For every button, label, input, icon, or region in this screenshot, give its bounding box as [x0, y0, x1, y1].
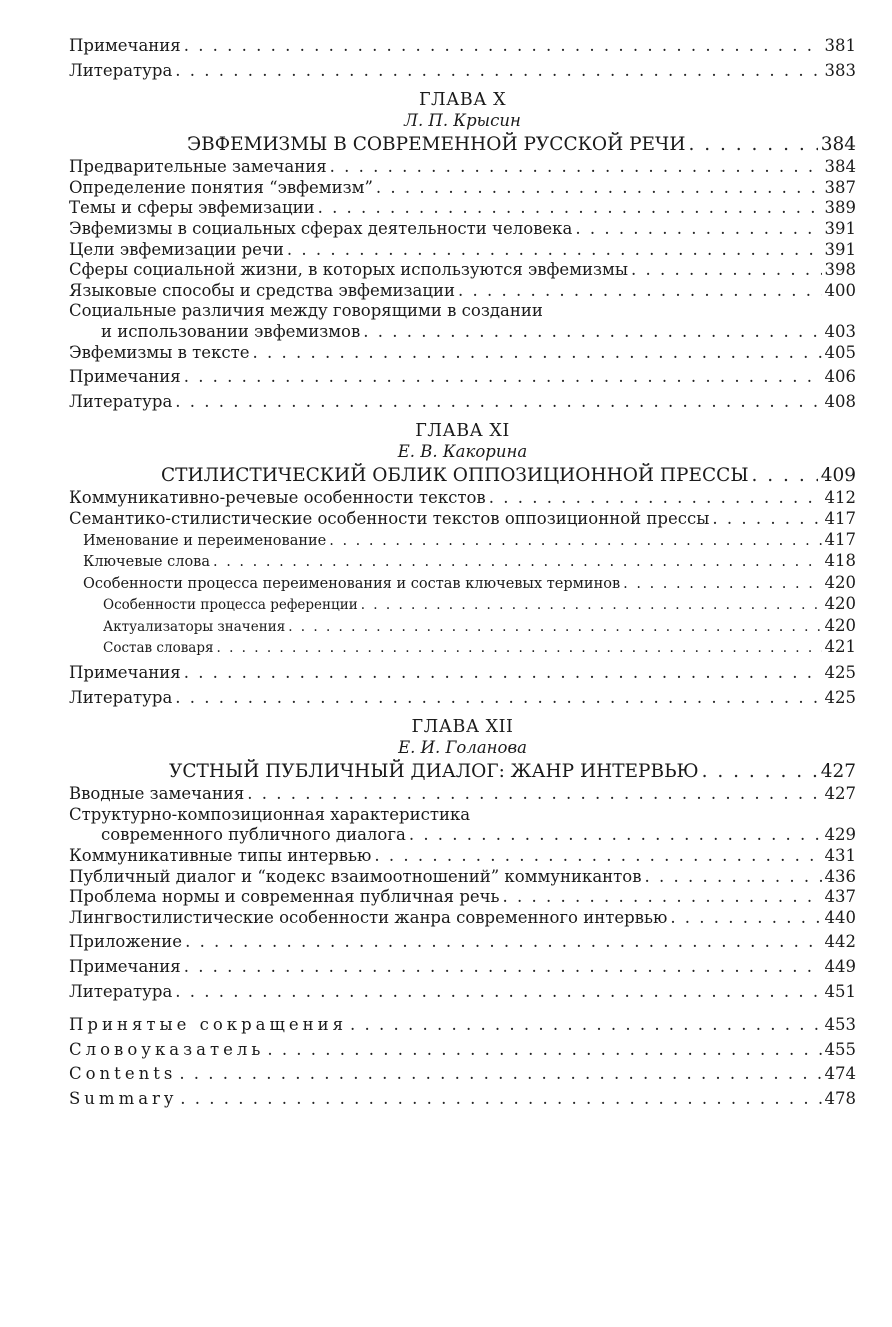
entry-page: 412	[824, 488, 856, 508]
entry-page: 427	[824, 784, 856, 804]
entry-title: Эвфемизмы в тексте	[69, 342, 250, 362]
entry-title: Литература	[69, 687, 173, 707]
entry-page: 420	[824, 594, 856, 614]
entry-title: Семантико-стилистические особенности текстов оппозиционной прессы	[69, 508, 710, 528]
dot-leader	[752, 464, 818, 488]
dot-leader	[175, 61, 821, 82]
dot-leader	[247, 784, 821, 805]
dot-leader	[631, 260, 822, 281]
toc-subsubentry	[69, 594, 856, 616]
toc-entry	[69, 488, 856, 509]
entry-page: 431	[824, 846, 856, 866]
dot-leader	[575, 219, 821, 240]
dot-leader	[184, 36, 822, 57]
dot-leader	[267, 1040, 821, 1061]
chapter-title	[69, 760, 856, 784]
toc-entry	[69, 281, 856, 302]
dot-leader	[184, 367, 822, 388]
toc-entry	[69, 178, 856, 199]
entry-title: Contents	[69, 1064, 177, 1084]
entry-title: Примечания	[69, 367, 181, 387]
entry-page: 417	[824, 529, 856, 549]
entry-title: Публичный диалог и “кодекс взаимоотношений” коммуникантов	[69, 866, 642, 886]
entry-page: 425	[824, 663, 856, 683]
entry-page: 406	[824, 367, 856, 387]
toc-entry	[69, 1089, 856, 1110]
entry-title: Summary	[69, 1088, 178, 1108]
entry-title: Приложение	[69, 932, 183, 952]
chapter-label: ГЛАВА XII	[411, 717, 514, 738]
entry-title: Примечания	[69, 663, 181, 683]
entry-page: 381	[824, 36, 856, 55]
entry-title: Цели эвфемизации речи	[69, 239, 284, 259]
dot-leader	[623, 574, 821, 595]
toc-entry	[69, 240, 856, 261]
dot-leader	[287, 240, 822, 261]
entry-page: 425	[824, 687, 856, 707]
entry-page: 409	[820, 465, 856, 487]
dot-leader	[350, 1015, 821, 1036]
toc-entry	[69, 1015, 856, 1036]
entry-title: Литература	[69, 60, 173, 80]
entry-page: 478	[824, 1088, 856, 1108]
entry-title: Примечания	[69, 957, 181, 976]
entry-page: 398	[824, 260, 856, 280]
dot-leader	[376, 178, 822, 199]
entry-page: 400	[824, 280, 856, 300]
toc-entry	[69, 392, 856, 413]
dot-leader	[175, 688, 821, 709]
entry-title: Принятые сокращения	[69, 1015, 348, 1035]
toc-entry	[69, 1064, 856, 1085]
dot-leader	[253, 343, 822, 364]
toc-entry	[69, 663, 856, 684]
entry-page: 436	[824, 866, 856, 886]
entry-title: Литература	[69, 981, 173, 1001]
dot-leader	[409, 825, 822, 846]
entry-page: 442	[824, 932, 856, 952]
toc-subentry	[69, 551, 856, 573]
toc-subentry	[69, 530, 856, 552]
entry-title: Словоуказатель	[69, 1039, 265, 1059]
entry-page: 391	[824, 218, 856, 238]
dot-leader	[330, 157, 822, 178]
entry-title: Особенности процесса переименования и состав ключевых терминов	[83, 575, 621, 592]
dot-leader	[689, 133, 818, 157]
toc-entry-multiline	[69, 805, 856, 846]
dot-leader	[702, 760, 818, 784]
entry-title: Языковые способы и средства эвфемизации	[69, 280, 455, 300]
entry-title: Сферы социальной жизни, в которых используются эвфемизмы	[69, 260, 628, 280]
entry-page: 418	[824, 551, 856, 571]
entry-title-line1: Структурно-композиционная характеристика	[69, 804, 471, 824]
dot-leader	[363, 322, 821, 343]
entry-page: 417	[824, 508, 856, 528]
toc-entry	[69, 198, 856, 219]
entry-page: 391	[824, 239, 856, 259]
dot-leader	[712, 509, 821, 530]
chapter-title	[69, 133, 856, 157]
entry-page: 389	[824, 198, 856, 218]
dot-leader	[670, 908, 821, 929]
entry-page: 384	[824, 157, 856, 177]
entry-page: 384	[820, 134, 856, 156]
chapter-label: ГЛАВА X	[418, 90, 507, 111]
chapter-author: Л. П. Крысин	[404, 111, 521, 131]
toc-entry	[69, 867, 856, 888]
dot-leader	[288, 617, 821, 638]
toc-entry	[69, 908, 856, 929]
entry-page: 421	[824, 637, 856, 657]
toc-entry	[69, 932, 856, 953]
entry-title-line2: и использовании эвфемизмов	[101, 321, 361, 341]
toc-entry	[69, 957, 856, 978]
toc-entry	[69, 688, 856, 709]
toc-entry	[69, 36, 856, 57]
dot-leader	[179, 1064, 821, 1085]
toc-entry	[69, 157, 856, 178]
toc-entry	[69, 982, 856, 1003]
toc-entry	[69, 219, 856, 240]
dot-leader	[180, 1089, 821, 1110]
entry-page: 453	[824, 1015, 856, 1035]
dot-leader	[318, 198, 822, 219]
entry-title: Лингвостилистические особенности жанра современного интервью	[69, 907, 668, 927]
entry-page: 451	[824, 981, 856, 1001]
toc-entry	[69, 61, 856, 82]
entry-page: 474	[824, 1064, 856, 1084]
entry-title: Определение понятия “эвфемизм”	[69, 177, 373, 197]
entry-page: 449	[824, 957, 856, 976]
entry-title: Предварительные замечания	[69, 157, 327, 177]
dot-leader	[217, 638, 822, 659]
chapter-author: Е. В. Какорина	[397, 442, 528, 462]
entry-title: Актуализаторы значения	[103, 618, 286, 635]
entry-page: 408	[824, 391, 856, 411]
dot-leader	[184, 957, 822, 978]
toc-subentry	[69, 573, 856, 595]
dot-leader	[361, 595, 822, 616]
entry-page: 440	[824, 907, 856, 927]
toc-entry	[69, 784, 856, 805]
entry-page: 403	[824, 321, 856, 341]
toc-entry	[69, 509, 856, 530]
entry-title: Проблема нормы и современная публичная речь	[69, 887, 500, 907]
chapter-author: Е. И. Голанова	[398, 738, 527, 758]
toc-subsubentry	[69, 637, 856, 659]
dot-leader	[458, 281, 822, 302]
toc-entry	[69, 825, 856, 846]
chapter-title-text: СТИЛИСТИЧЕСКИЙ ОБЛИК ОППОЗИЦИОННОЙ ПРЕССЫ	[161, 465, 749, 487]
entry-page: 383	[824, 60, 856, 80]
entry-title: Эвфемизмы в социальных сферах деятельности человека	[69, 218, 573, 238]
dot-leader	[489, 488, 822, 509]
chapter-title	[69, 464, 856, 488]
entry-page: 455	[824, 1039, 856, 1059]
chapter-label: ГЛАВА XI	[415, 421, 510, 442]
entry-title-line2: современного публичного диалога	[101, 825, 406, 845]
entry-title: Коммуникативные типы интервью	[69, 846, 372, 866]
toc-entry	[69, 846, 856, 867]
entry-title: Примечания	[69, 36, 181, 55]
entry-title: Именование и переименование	[83, 532, 327, 549]
dot-leader	[645, 867, 822, 888]
toc-entry	[69, 367, 856, 388]
chapter-title-text: ЭВФЕМИЗМЫ В СОВРЕМЕННОЙ РУССКОЙ РЕЧИ	[187, 134, 686, 156]
entry-page: 427	[820, 761, 856, 783]
entry-page: 387	[824, 177, 856, 197]
entry-page: 429	[824, 825, 856, 845]
dot-leader	[329, 531, 821, 552]
toc-entry	[69, 887, 856, 908]
toc-entry	[69, 260, 856, 281]
dot-leader	[185, 932, 821, 953]
entry-page: 420	[824, 572, 856, 592]
toc-entry	[69, 1040, 856, 1061]
entry-page: 405	[824, 342, 856, 362]
toc-entry-multiline	[69, 301, 856, 342]
entry-title: Литература	[69, 391, 173, 411]
dot-leader	[175, 392, 821, 413]
table-of-contents	[69, 36, 856, 1110]
dot-leader	[213, 552, 822, 573]
entry-title-line1: Социальные различия между говорящими в создании	[69, 301, 543, 321]
entry-title: Состав словаря	[103, 640, 214, 657]
dot-leader	[184, 663, 822, 684]
entry-title: Ключевые слова	[83, 554, 210, 571]
chapter-title-text: УСТНЫЙ ПУБЛИЧНЫЙ ДИАЛОГ: ЖАНР ИНТЕРВЬЮ	[169, 761, 699, 783]
entry-page: 437	[824, 887, 856, 907]
toc-entry	[69, 322, 856, 343]
entry-title: Вводные замечания	[69, 784, 245, 804]
toc-entry	[69, 343, 856, 364]
entry-title: Особенности процесса референции	[103, 597, 358, 614]
entry-page: 420	[824, 615, 856, 635]
dot-leader	[503, 887, 822, 908]
entry-title: Коммуникативно-речевые особенности текстов	[69, 488, 486, 508]
section-spacer	[69, 1002, 856, 1011]
dot-leader	[374, 846, 821, 867]
entry-title: Темы и сферы эвфемизации	[69, 198, 315, 218]
dot-leader	[175, 982, 821, 1003]
toc-subsubentry	[69, 616, 856, 638]
